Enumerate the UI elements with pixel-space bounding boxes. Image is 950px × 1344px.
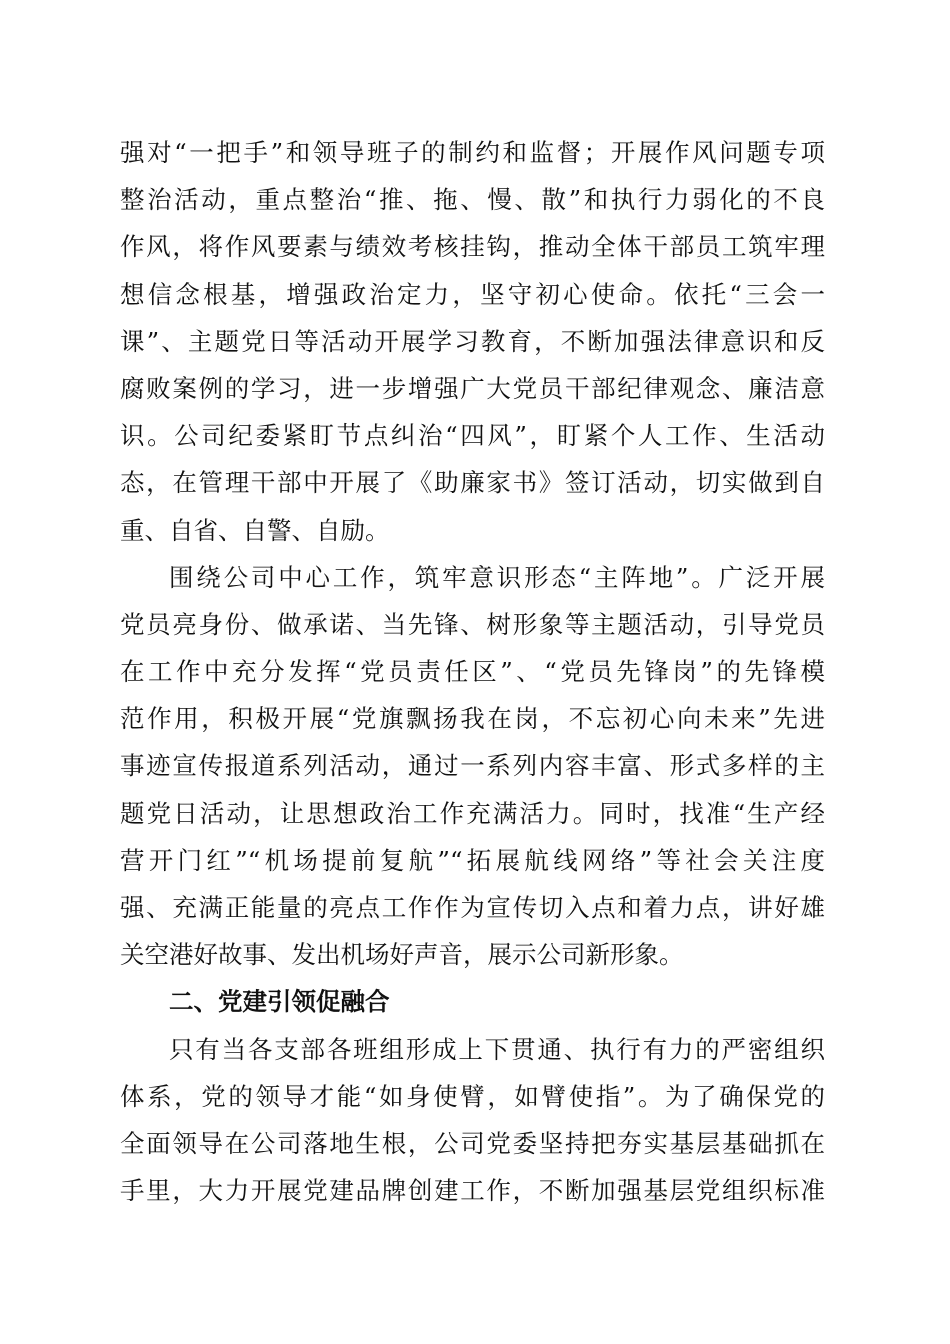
text-line: 在工作中充分发挥“党员责任区”、“党员先锋岗”的先锋模 [120, 657, 825, 687]
text-line: 全面领导在公司落地生根，公司党委坚持把夯实基层基础抓在 [120, 1128, 825, 1158]
section-heading: 二、党建引领促融合 [169, 987, 390, 1017]
text-line: 识。公司纪委紧盯节点纠治“四风”，盯紧个人工作、生活动 [120, 421, 825, 451]
text-line: 想信念根基，增强政治定力，坚守初心使命。依托“三会一 [120, 279, 825, 309]
text-line: 体系，党的领导才能“如身使臂，如臂使指”。为了确保党的 [120, 1081, 825, 1111]
text-line: 事迹宣传报道系列活动，通过一系列内容丰富、形式多样的主 [120, 751, 825, 781]
text-line: 手里，大力开展党建品牌创建工作，不断加强基层党组织标准 [120, 1176, 825, 1206]
text-line: 关空港好故事、发出机场好声音，展示公司新形象。 [120, 940, 684, 970]
text-line: 题党日活动，让思想政治工作充满活力。同时，找准“生产经 [120, 798, 825, 828]
text-line: 作风，将作风要素与绩效考核挂钩，推动全体干部员工筑牢理 [120, 232, 825, 262]
text-line: 范作用，积极开展“党旗飘扬我在岗，不忘初心向未来”先进 [120, 704, 825, 734]
paragraph-first-line: 只有当各支部各班组形成上下贯通、执行有力的严密组织 [169, 1034, 825, 1064]
text-line: 强、充满正能量的亮点工作作为宣传切入点和着力点，讲好雄 [120, 893, 825, 922]
text-line: 整治活动，重点整治“推、拖、慢、散”和执行力弱化的不良 [120, 185, 825, 215]
text-line: 党员亮身份、做承诺、当先锋、树形象等主题活动，引导党员 [120, 609, 825, 639]
text-line: 态，在管理干部中开展了《助廉家书》签订活动，切实做到自 [120, 468, 825, 498]
text-line: 腐败案例的学习，进一步增强广大党员干部纪律观念、廉洁意 [120, 373, 825, 403]
document-body [120, 129, 825, 1214]
text-line: 重、自省、自警、自励。 [120, 515, 390, 545]
paragraph-first-line: 围绕公司中心工作，筑牢意识形态“主阵地”。广泛开展 [169, 562, 825, 592]
text-line: 营开门红”“机场提前复航”“拓展航线网络”等社会关注度 [120, 845, 825, 875]
text-line: 强对“一把手”和领导班子的制约和监督；开展作风问题专项 [120, 138, 825, 167]
text-line: 课”、主题党日等活动开展学习教育，不断加强法律意识和反 [120, 326, 825, 356]
